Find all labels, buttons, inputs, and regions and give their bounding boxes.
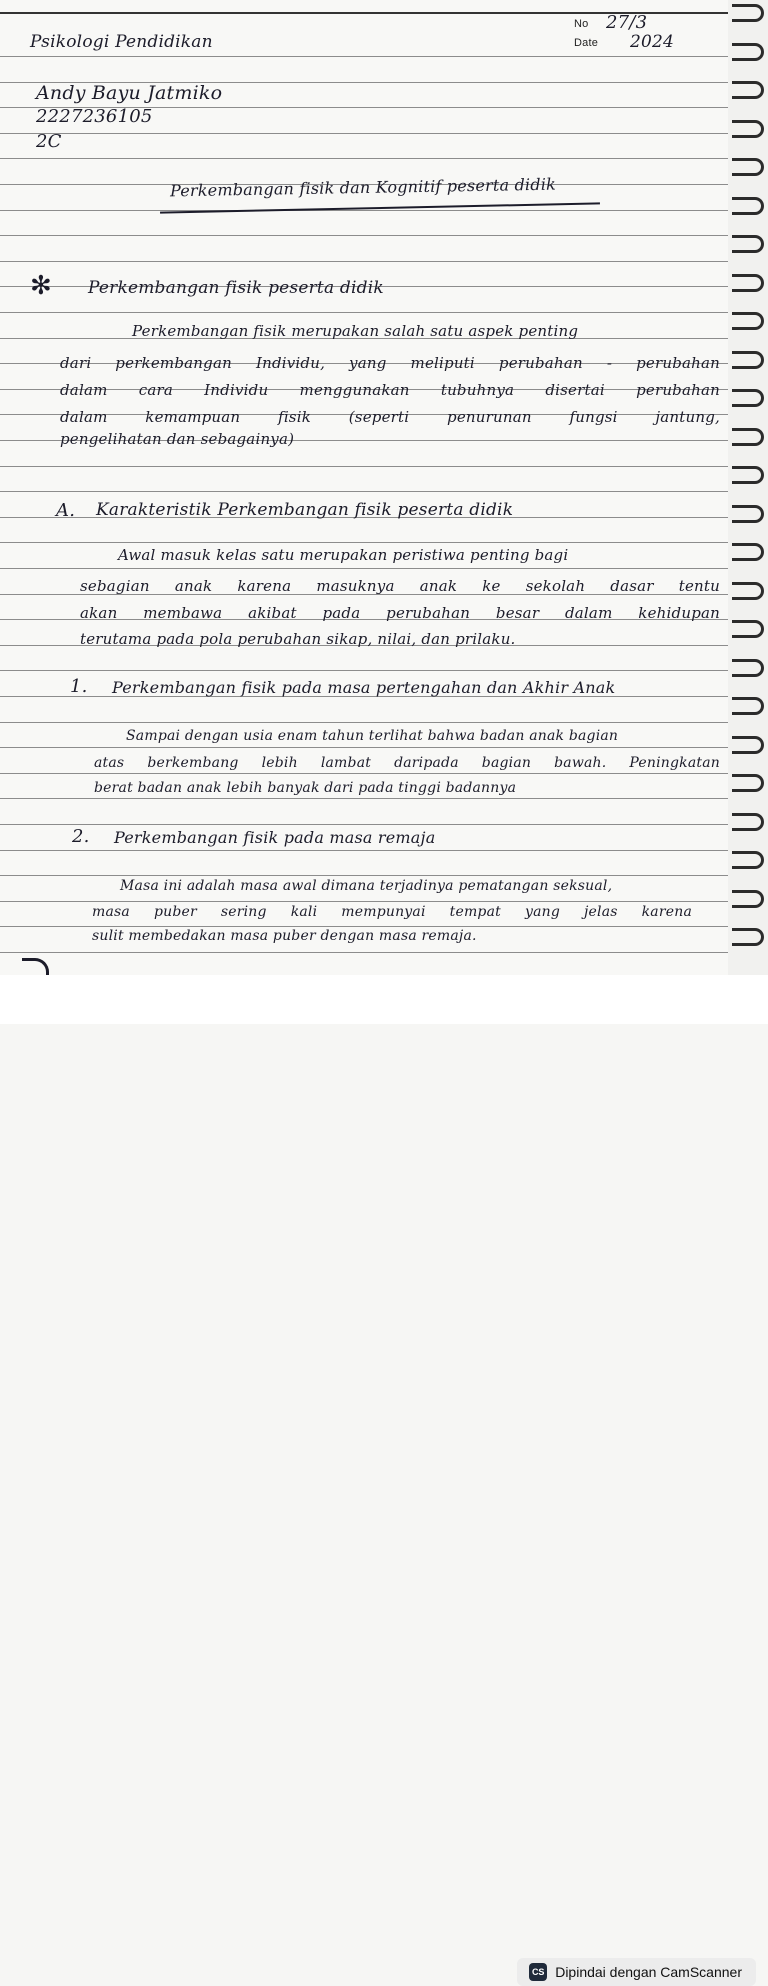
spiral-ring [732,736,764,754]
ruled-line [0,850,728,851]
item1-marker: 1. [70,676,88,697]
spiral-ring [732,158,764,176]
item1-heading: Perkembangan fisik pada masa pertengahan dan Akhir Anak [112,678,616,697]
ruled-line [0,568,728,569]
item1-line: berat badan anak lebih banyak dari pada tinggi badannya [94,780,517,796]
camscanner-watermark [517,1958,756,1986]
asterisk-bullet: ✻ [30,271,52,301]
spiral-ring [732,928,764,946]
section1-line: dari perkembangan Individu, yang meliputi perubahan - perubahan [60,354,720,372]
ruled-line [0,798,728,799]
sectionA-heading: Karakteristik Perkembangan fisik peserta didik [96,500,514,520]
camscanner-text: Dipindai dengan CamScanner [555,1964,742,1980]
spiral-binding [728,0,768,975]
spiral-ring [732,620,764,638]
ruled-line [0,824,728,825]
scan-footer [0,975,768,1980]
sectionA-line: Awal masuk kelas satu merupakan peristiwa penting bagi [118,546,569,564]
sectionA-line: terutama pada pola perubahan sikap, nilai, dan prilaku. [80,630,516,648]
ruled-line [0,952,728,953]
spiral-ring [732,851,764,869]
spiral-ring [732,197,764,215]
spiral-ring [732,466,764,484]
page-title: Perkembangan fisik dan Kognitif peserta didik [169,174,557,201]
ruled-line [0,670,728,671]
ruled-line [0,875,728,876]
student-id: 2227236105 [36,106,153,127]
spiral-ring [732,582,764,600]
ruled-line [0,133,728,134]
item2-line: masa puber sering kali mempunyai tempat yang jelas karena [92,904,692,920]
item2-heading: Perkembangan fisik pada masa remaja [114,828,436,847]
spiral-ring [732,697,764,715]
section1-heading: Perkembangan fisik peserta didik [88,278,384,298]
item1-line: Sampai dengan usia enam tahun terlihat bahwa badan anak bagian [126,728,619,744]
section1-line: dalam cara Individu menggunakan tubuhnya disertai perubahan [60,381,720,399]
item2-line: sulit membedakan masa puber dengan masa remaja. [92,928,477,944]
ruled-line [0,210,728,211]
ink-mark-icon [22,958,49,975]
no-label: No [574,18,589,30]
ruled-line [0,901,728,902]
sectionA-marker: A. [56,500,76,521]
spiral-ring [732,312,764,330]
sectionA-line: sebagian anak karena masuknya anak ke sekolah dasar tentu [80,577,720,595]
ruled-line [0,926,728,927]
spiral-ring [732,235,764,253]
ruled-line [0,261,728,262]
item2-marker: 2. [72,826,90,847]
spiral-ring [732,120,764,138]
ruled-line [0,312,728,313]
ruled-line [0,773,728,774]
item2-line: Masa ini adalah masa awal dimana terjadinya pematangan seksual, [120,878,613,894]
ruled-line [0,466,728,467]
student-name: Andy Bayu Jatmiko [36,82,223,104]
spiral-ring [732,890,764,908]
ruled-line [0,747,728,748]
spiral-ring [732,81,764,99]
spiral-ring [732,543,764,561]
sectionA-line: akan membawa akibat pada perubahan besar dalam kehidupan [80,604,720,622]
date-label: Date [574,37,599,49]
section1-line: dalam kemampuan fisik (seperti penurunan fungsi jantung, [60,408,720,426]
section1-line: pengelihatan dan sebagainya) [60,430,295,448]
ruled-line [0,542,728,543]
section1-line: Perkembangan fisik merupakan salah satu aspek penting [132,322,579,340]
spiral-ring [732,389,764,407]
spiral-ring [732,4,764,22]
spiral-ring [732,813,764,831]
spiral-ring [732,428,764,446]
spiral-ring [732,505,764,523]
title-underline [160,202,600,213]
spiral-ring [732,774,764,792]
ruled-line [0,491,728,492]
spiral-ring [732,351,764,369]
ruled-line [0,235,728,236]
date-value: 2024 [630,32,675,52]
ruled-line [0,158,728,159]
spiral-ring [732,43,764,61]
no-value: 27/3 [606,12,648,33]
item1-line: atas berkembang lebih lambat daripada bagian bawah. Peningkatan [94,755,720,771]
notebook-page [0,0,728,975]
spiral-ring [732,659,764,677]
course-title: Psikologi Pendidikan [30,32,213,52]
camscanner-logo-icon: CS [529,1963,547,1981]
spiral-ring [732,274,764,292]
student-class: 2C [36,131,62,152]
ruled-line [0,722,728,723]
ruled-line [0,56,728,57]
